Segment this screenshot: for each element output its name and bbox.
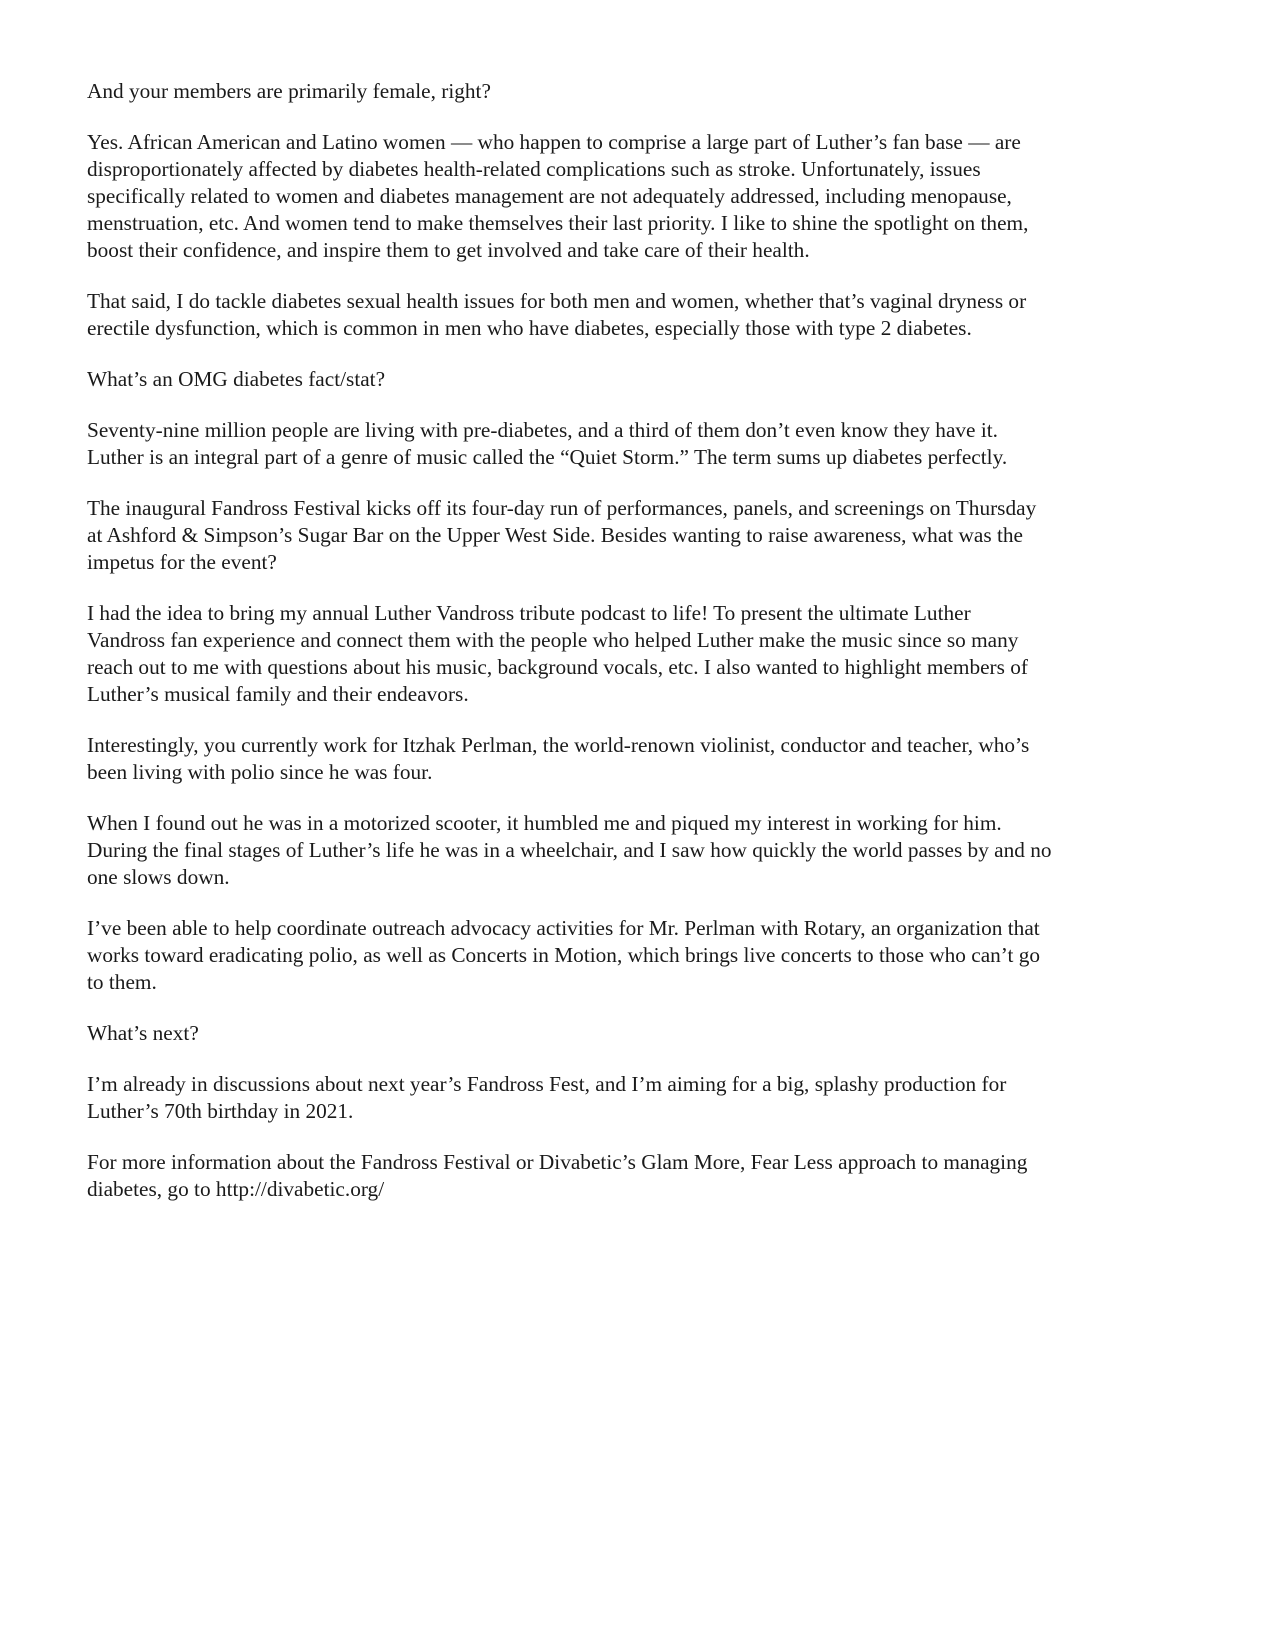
answer-tribute-podcast: I had the idea to bring my annual Luther Vandross tribute podcast to life! To present the ultimate Luther Vandross fan experience and connect them with the people who helped Luther make the music since so many reach out to me with questions about his music, background vocals, etc. I also wanted to highlight members of Luther’s musical family and their endeavors. <box>87 601 1029 706</box>
closing-more-info: For more information about the Fandross Festival or Divabetic’s Glam More, Fear Less approach to managing diabetes, go to http://divabetic.org/ <box>87 1150 1028 1201</box>
answer-motorized-scooter: When I found out he was in a motorized scooter, it humbled me and piqued my interest in working for him. During the final stages of Luther’s life he was in a wheelchair, and I saw how quickly the world passes by and no one slows down. <box>87 811 1052 889</box>
question-whats-next: What’s next? <box>87 1021 199 1045</box>
answer-prediabetes-stat: Seventy-nine million people are living with pre-diabetes, and a third of them don’t even know they have it. Luther is an integral part of a genre of music called the “Quiet Storm.” The term sums up diabetes perfectly. <box>87 418 1008 469</box>
document-page <box>87 78 1197 1227</box>
question-omg-fact: What’s an OMG diabetes fact/stat? <box>87 367 386 391</box>
question-members-female: And your members are primarily female, right? <box>87 79 491 103</box>
answer-fandross-fest-next: I’m already in discussions about next year’s Fandross Fest, and I’m aiming for a big, splashy production for Luther’s 70th birthday in 2021. <box>87 1072 1007 1123</box>
answer-outreach-advocacy: I’ve been able to help coordinate outreach advocacy activities for Mr. Perlman with Rotary, an organization that works toward eradicating polio, as well as Concerts in Motion, which brings live concerts to those who can’t go to them. <box>87 916 1041 994</box>
answer-women-affected: Yes. African American and Latino women — who happen to comprise a large part of Luther’s fan base — are disproportionately affected by diabetes health-related complications such as stroke. Unfortunately, issues specifically related to women and diabetes management are not adequately addressed, including menopause, menstruation, etc. And women tend to make themselves their last priority. I like to shine the spotlight on them, boost their confidence, and inspire them to get involved and take care of their health. <box>87 130 1029 262</box>
question-festival-impetus: The inaugural Fandross Festival kicks off its four-day run of performances, panels, and screenings on Thursday at Ashford & Simpson’s Sugar Bar on the Upper West Side. Besides wanting to raise awareness, what was the impetus for the event? <box>87 496 1037 574</box>
question-itzhak-perlman: Interestingly, you currently work for Itzhak Perlman, the world-renown violinist, conductor and teacher, who’s been living with polio since he was four. <box>87 733 1030 784</box>
answer-sexual-health: That said, I do tackle diabetes sexual health issues for both men and women, whether that’s vaginal dryness or erectile dysfunction, which is common in men who have diabetes, especially those with type 2 diabetes. <box>87 289 1027 340</box>
